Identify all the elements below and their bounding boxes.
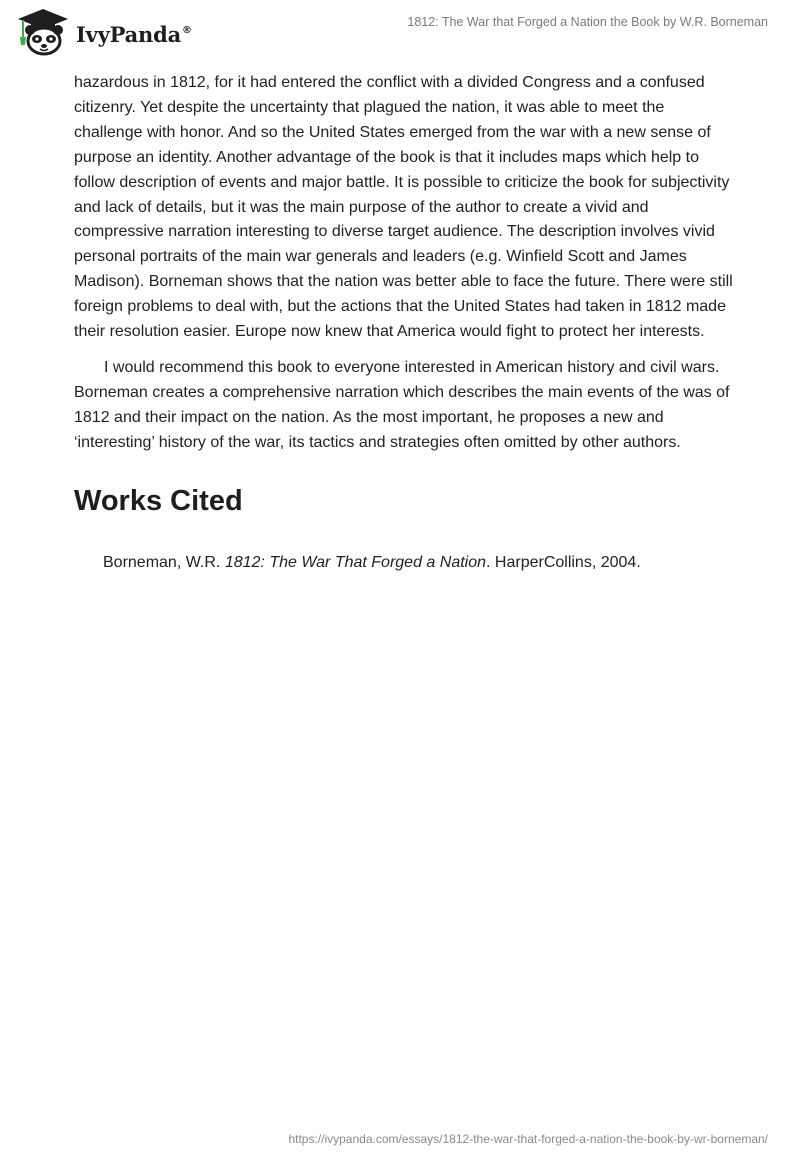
citation-publisher: . HarperCollins, 2004. (486, 553, 641, 571)
works-cited-heading: Works Cited (74, 484, 243, 517)
body-paragraph: hazardous in 1812, for it had entered the conflict with a divided Congress and a confused citizenry. Yet despite the uncertainty that plagued the nation, it was able to meet the challenge with honor. And so the United States emerged from the war with a new sense of purpose an identity. Another advantage of the book is that it includes maps which help to follow description of events and major battle. It is possible to criticize the book for subjectivity and lack of details, but it was the main purpose of the author to create a vivid and compressive narration interesting to diverse target audience. The description involves vivid personal portraits of the main war generals and leaders (e.g. Winfield Scott and James Madison). Borneman shows that the nation was better able to face the future. There were still foreign problems to deal with, but the actions that the United States had taken in 1812 made their resolution easier. Europe now knew that America would fight to protect her interests. (74, 74, 733, 341)
logo-wordmark: IvyPanda® (76, 21, 192, 47)
ivypanda-logo[interactable] (14, 7, 194, 57)
document-title: 1812: The War that Forged a Nation the Book by W.R. Borneman (407, 15, 768, 29)
essay-content (74, 71, 734, 575)
citation-author: Borneman, W.R. (103, 553, 225, 571)
panda-graduation-icon (14, 7, 72, 57)
body-paragraph: I would recommend this book to everyone interested in American history and civil wars. Borneman creates a comprehensive narration which describes the main events of the was of 1812 and their impact on the nation. As the most important, he proposes a new and ‘interesting’ history of the war, its tactics and strategies often omitted by other authors. (74, 358, 730, 451)
page-header (0, 0, 800, 64)
source-url[interactable]: https://ivypanda.com/essays/1812-the-war-that-forged-a-nation-the-book-by-wr-borneman/ (288, 1132, 768, 1146)
citation-title: 1812: The War That Forged a Nation (224, 553, 487, 571)
citation-entry (103, 551, 734, 575)
